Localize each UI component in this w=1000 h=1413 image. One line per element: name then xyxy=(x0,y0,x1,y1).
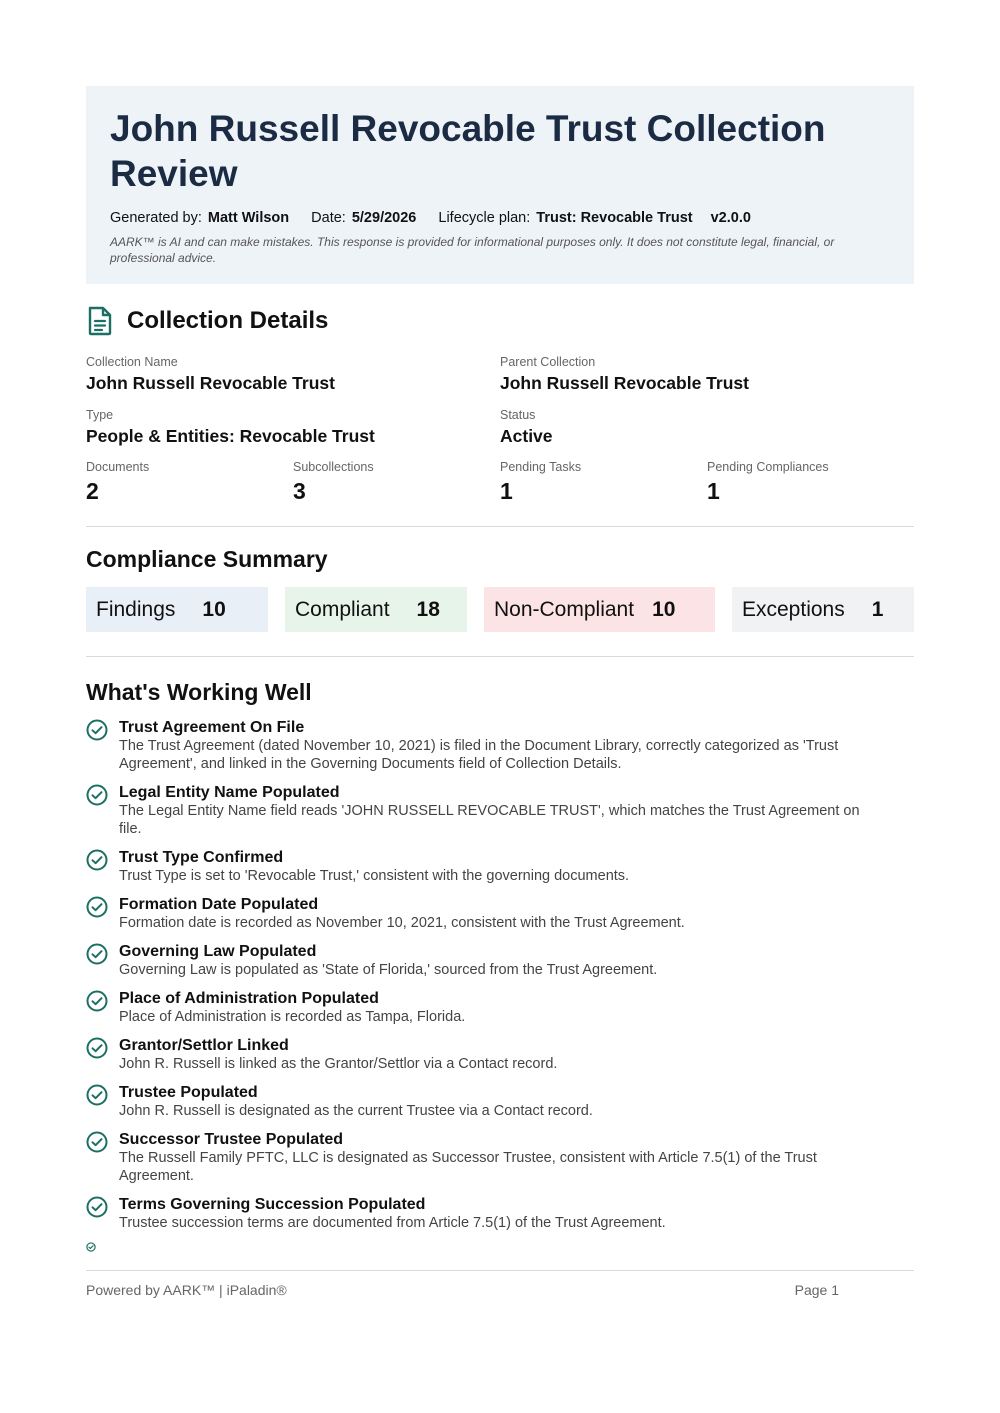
item-title: Legal Entity Name Populated xyxy=(119,784,340,801)
pending-tasks-label: Pending Tasks xyxy=(500,460,582,474)
findings-label: Findings xyxy=(96,597,176,621)
subcollections-field xyxy=(293,459,374,505)
parent-collection-label: Parent Collection xyxy=(500,355,596,369)
lifecycle-value: Trust: Revocable Trust xyxy=(536,210,693,226)
item-title: Trust Type Confirmed xyxy=(119,849,284,866)
documents-field xyxy=(86,459,149,505)
collection-name-label: Collection Name xyxy=(86,355,178,369)
pending-compliances-label: Pending Compliances xyxy=(707,460,829,474)
compliant-card xyxy=(285,587,467,632)
subcollections-label: Subcollections xyxy=(293,460,374,474)
date-label: Date: xyxy=(311,210,346,226)
compliant-label: Compliant xyxy=(295,597,390,621)
item-description: The Russell Family PFTC, LLC is designated as Successor Trustee, consistent with Article 7.5(1) of the Trust Agreement. xyxy=(119,1150,817,1184)
footer-divider xyxy=(86,1270,914,1271)
item-title: Formation Date Populated xyxy=(119,896,319,913)
working-well-list xyxy=(86,718,914,1252)
documents-label: Documents xyxy=(86,460,150,474)
list-item xyxy=(86,1195,914,1232)
compliant-count: 18 xyxy=(416,597,440,621)
lifecycle-label: Lifecycle plan: xyxy=(438,210,531,226)
item-description: The Trust Agreement (dated November 10, 2021) is filed in the Document Library, correctly categorized as 'Trust Agreement', and linked in the Governing Documents field of Collection Details. xyxy=(119,738,839,772)
findings-count: 10 xyxy=(202,597,226,621)
documents-count: 2 xyxy=(86,478,99,504)
divider xyxy=(86,656,914,657)
type-value: People & Entities: Revocable Trust xyxy=(86,426,375,446)
collection-details-grid xyxy=(86,354,914,549)
item-description: Governing Law is populated as 'State of Florida,' sourced from the Trust Agreement. xyxy=(119,962,658,978)
check-circle-icon xyxy=(86,849,108,871)
collection-details-heading xyxy=(86,304,914,338)
noncompliant-label: Non-Compliant xyxy=(494,597,635,621)
check-circle-icon xyxy=(86,784,108,806)
list-item xyxy=(86,718,914,773)
subcollections-count: 3 xyxy=(293,478,306,504)
check-circle-icon xyxy=(86,1084,108,1106)
item-title: Governing Law Populated xyxy=(119,943,317,960)
check-circle-icon xyxy=(86,1131,108,1153)
exceptions-label: Exceptions xyxy=(742,597,845,621)
list-item xyxy=(86,1083,914,1120)
check-circle-icon xyxy=(86,896,108,918)
type-field xyxy=(86,407,375,447)
powered-by: Powered by AARK™ | iPaladin® xyxy=(86,1282,287,1298)
parent-collection-field xyxy=(500,354,749,394)
exceptions-count: 1 xyxy=(871,597,884,621)
generated-by-label: Generated by: xyxy=(110,210,202,226)
review-page xyxy=(86,86,914,1252)
noncompliant-count: 10 xyxy=(652,597,676,621)
list-item xyxy=(86,942,914,979)
findings-card xyxy=(86,587,268,632)
item-description: Trustee succession terms are documented from Article 7.5(1) of the Trust Agreement. xyxy=(119,1215,666,1231)
version-value: v2.0.0 xyxy=(710,210,751,226)
check-circle-icon xyxy=(86,943,108,965)
list-item xyxy=(86,895,914,932)
type-label: Type xyxy=(86,408,114,422)
page-number: Page 1 xyxy=(794,1282,839,1298)
ai-disclaimer: AARK™ is AI and can make mistakes. This response is provided for informational purposes only. It does not constitute legal, financial, or professional advice. xyxy=(110,235,835,265)
compliance-summary-title: Compliance Summary xyxy=(86,546,328,572)
pending-tasks-count: 1 xyxy=(500,478,513,504)
item-title: Terms Governing Succession Populated xyxy=(119,1196,426,1213)
noncompliant-card xyxy=(484,587,715,632)
collection-name-field xyxy=(86,354,335,394)
exceptions-card xyxy=(732,587,914,632)
item-description: Formation date is recorded as November 10, 2021, consistent with the Trust Agreement. xyxy=(119,915,685,931)
check-circle-icon xyxy=(86,990,108,1012)
status-field xyxy=(500,407,553,447)
item-description: John R. Russell is designated as the current Trustee via a Contact record. xyxy=(119,1103,593,1119)
working-well-title: What's Working Well xyxy=(86,679,312,705)
item-title: Place of Administration Populated xyxy=(119,990,379,1007)
generated-by-value: Matt Wilson xyxy=(207,210,290,226)
item-description: Trust Type is set to 'Revocable Trust,' consistent with the governing documents. xyxy=(119,868,630,884)
list-item xyxy=(86,783,914,838)
check-circle-icon xyxy=(86,1242,96,1252)
list-item xyxy=(86,989,914,1026)
item-title: Successor Trustee Populated xyxy=(119,1131,344,1148)
check-circle-icon xyxy=(86,1196,108,1218)
page-footer xyxy=(86,1270,914,1298)
parent-collection-value: John Russell Revocable Trust xyxy=(500,373,749,393)
list-item xyxy=(86,1036,914,1073)
list-item xyxy=(86,848,914,885)
item-title: Grantor/Settlor Linked xyxy=(119,1037,289,1054)
item-description: John R. Russell is linked as the Grantor/Settlor via a Contact record. xyxy=(119,1056,558,1072)
pending-tasks-field xyxy=(500,459,581,505)
item-title: Trustee Populated xyxy=(119,1084,258,1101)
collection-name-value: John Russell Revocable Trust xyxy=(86,373,335,393)
document-icon xyxy=(86,306,114,336)
item-description: Place of Administration is recorded as Tampa, Florida. xyxy=(119,1009,466,1025)
item-description: The Legal Entity Name field reads 'JOHN RUSSELL REVOCABLE TRUST', which matches the Trust Agreement on file. xyxy=(119,803,860,837)
date-value: 5/29/2026 xyxy=(351,210,417,226)
list-item xyxy=(86,1130,914,1185)
compliance-summary-cards xyxy=(86,587,914,632)
check-circle-icon xyxy=(86,719,108,741)
report-meta xyxy=(110,208,890,228)
pending-compliances-count: 1 xyxy=(707,478,720,504)
status-value: Active xyxy=(500,426,553,446)
report-header xyxy=(86,86,914,284)
pending-compliances-field xyxy=(707,459,829,505)
check-circle-icon xyxy=(86,1037,108,1059)
collection-details-title: Collection Details xyxy=(127,307,329,334)
item-title: Trust Agreement On File xyxy=(119,719,305,736)
report-title: John Russell Revocable Trust Collection Review xyxy=(110,108,826,194)
status-label: Status xyxy=(500,408,536,422)
